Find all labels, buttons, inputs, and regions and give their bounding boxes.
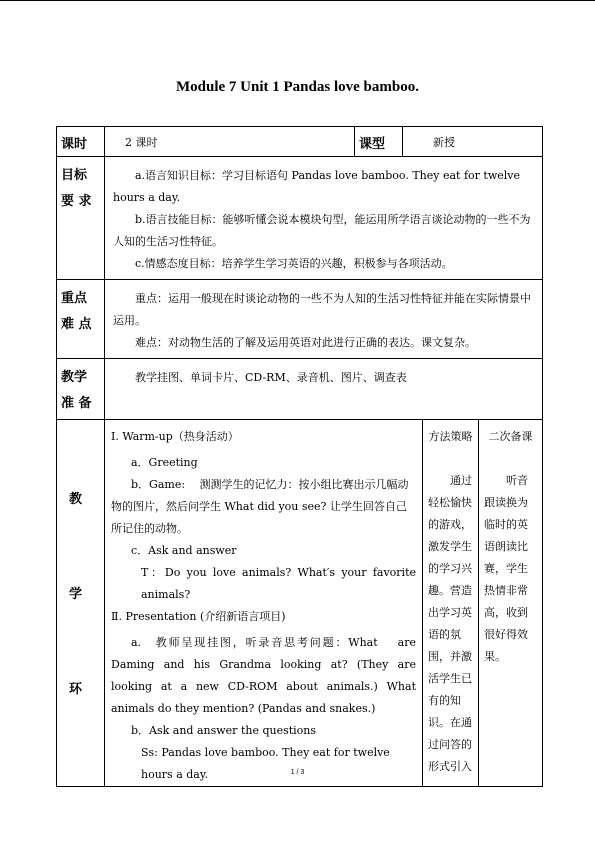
ask-answer: c．Ask and answer — [131, 544, 237, 557]
key-points-row — [57, 280, 543, 359]
header-row — [57, 127, 543, 157]
page-title: Module 7 Unit 1 Pandas love bamboo. — [176, 79, 419, 95]
goal-item: b.语言技能目标：能够听懂会说本模块句型，能运用所学语言谈论动物的一些不为人知的生活习性特征。 — [113, 213, 531, 248]
goal-item: c.情感态度目标：培养学生学习英语的兴趣，积极参与各项活动。 — [135, 257, 453, 270]
prep-row — [57, 359, 543, 420]
strategy-column — [423, 420, 479, 787]
lesson-plan-table — [56, 126, 543, 787]
second-prep-header: 二次备课 — [488, 430, 533, 443]
strategy-text: 通过轻松愉快的游戏，激发学生的学习兴趣。营造出学习英语的氛围，并激活学生已有的知识。在通过问答的形式引入 — [428, 474, 472, 773]
game: b．Game: 测测学生的记忆力：按小组比赛出示几幅动物的图片，然后问学生 What did you see? 让学生回答自己所记住的动物。 — [111, 478, 409, 535]
greeting: a．Greeting — [131, 456, 198, 469]
students-answer: Ss: Pandas love bamboo. They eat for twelve hours a day. — [141, 746, 390, 781]
key-points-content — [105, 280, 543, 359]
type-value: 新授 — [403, 127, 543, 157]
prep-label: 教学 准 备 — [57, 359, 105, 420]
goals-content — [105, 157, 543, 280]
key-point-item: 重点：运用一般现在时谈论动物的一些不为人知的生活习性特征并能在实际情景中运用。 — [113, 292, 531, 327]
process-content — [105, 420, 423, 787]
label-type: 课型 — [355, 127, 403, 157]
strategy-header: 方法策略 — [428, 430, 473, 443]
prep-content — [105, 359, 543, 420]
goals-label: 目标 要 求 — [57, 157, 105, 280]
second-prep-column — [479, 420, 543, 787]
key-point-item: 难点：对动物生活的了解及运用英语对此进行正确的表达。课文复杂。 — [135, 336, 476, 349]
prep-text: 教学挂图、单词卡片、CD-RM、录音机、图片、调查表 — [135, 371, 407, 384]
presentation-b: b．Ask and answer the questions — [131, 724, 317, 737]
process-label: 教 学 环 — [57, 420, 105, 787]
process-row — [57, 420, 543, 787]
warmup-title: Ⅰ. Warm-up（热身活动） — [111, 430, 239, 443]
page-number: 1 / 3 — [290, 769, 305, 776]
second-prep-text: 听音跟读换为临时的英语朗读比赛，学生热情非常高，收到很好得效果。 — [484, 474, 528, 663]
periods-value: 2 课时 — [105, 127, 355, 157]
goals-row — [57, 157, 543, 280]
label-periods: 课时 — [57, 127, 105, 157]
presentation-a: a. 教师呈现挂图，听录音思考问题：What are Daming and his Grandma looking at? (They are looking at a new CD-ROM about animals.) What animals do they mention? (Pandas and snakes.) — [111, 636, 416, 715]
top-rule — [0, 0, 595, 1]
presentation-title: Ⅱ. Presentation (介绍新语言项目) — [111, 610, 286, 623]
teacher-question: T：Do you love animals? What′s your favorite animals? — [141, 566, 416, 601]
key-points-label: 重点 难 点 — [57, 280, 105, 359]
goal-item: a.语言知识目标：学习目标语句 Pandas love bamboo. They eat for twelve hours a day. — [113, 169, 520, 204]
